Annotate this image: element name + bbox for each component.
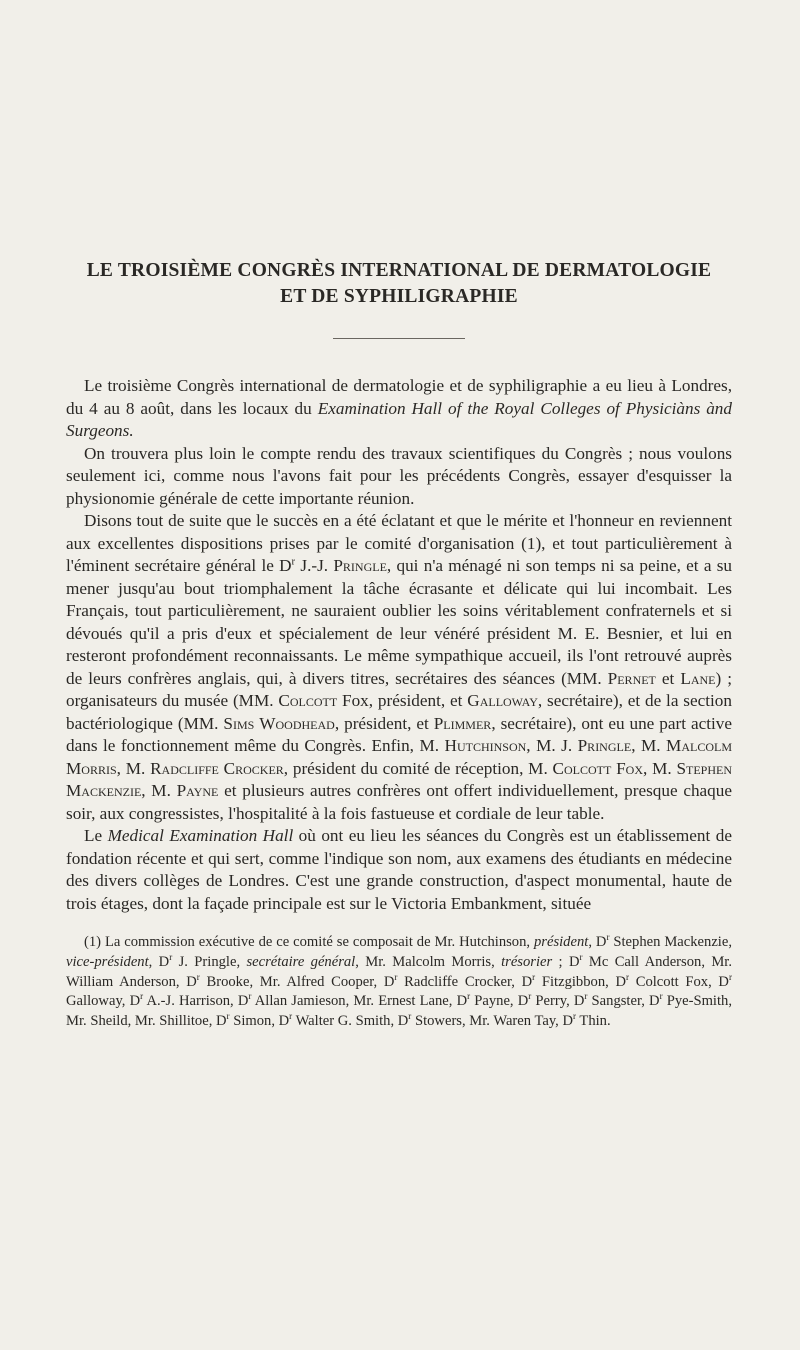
p3-text: , M. J. — [526, 736, 578, 755]
fn-sup: r — [394, 971, 398, 982]
fn-text: Payne, D — [470, 993, 529, 1010]
fn-sup: r — [728, 971, 732, 982]
fn-sup: r — [579, 951, 583, 962]
fn-sup: r — [626, 971, 630, 982]
p4-italic: Medical Examination Hall — [107, 826, 294, 845]
p3-text: Disons tout de suite que le succès en a été éclatant et que le mérite et l'honneur en reviennent aux excellentes dispositions prises par le comité d'organisation (1), et tout particulièrement à l'éminent secrétaire général le D — [66, 511, 732, 575]
fn-text: Colcott Fox, D — [629, 973, 729, 990]
fn-text: Simon, D — [229, 1013, 290, 1030]
fn-text: A.-J. Harrison, D — [143, 993, 249, 1010]
name-stephen-mackenzie: Stephen Mackenzie — [66, 758, 732, 800]
name-colcott-fox: Colcott Fox — [552, 758, 643, 778]
fn-text: ; D — [552, 953, 580, 970]
paragraph-1-italic: Examination Hall of the Royal Colleges of Physiciàns ànd Surgeons. — [66, 398, 732, 440]
fn-sup: r — [408, 1011, 412, 1022]
fn-sup: r — [532, 971, 536, 982]
article-title — [66, 258, 732, 310]
fn-italic: trésorier — [501, 953, 553, 970]
fn-sup: r — [659, 991, 663, 1002]
fn-text: Allan Jamieson, Mr. Ernest Lane, D — [251, 993, 468, 1010]
p3-text: J.-J. — [295, 556, 334, 575]
name-pringle: Pringle — [577, 736, 632, 755]
fn-italic: vice-président — [66, 953, 149, 970]
fn-text: , D — [588, 934, 607, 950]
name-sims: Sims — [223, 713, 255, 733]
p3-text: , M. — [643, 758, 677, 778]
p3-text: , M. — [141, 781, 177, 800]
p3-text: , qui n'a ménagé ni son temps ni sa peine, et a su mener jusqu'au bout triomphalement la tâche écrasante et délicate qui lui incombait. Les Français, tout particulièrement, ne sauraient oublier les soins véritablement confraternels et si dévoués qu'il a pris d'eux et spécialement de leur vénéré président M. E. Besnier, et lui en resteront profondément reconnaissants. Le même sympathique accueil, ils l'ont retrouvé auprès de leurs confrères anglais, qui, à divers titres, secrétaires des séances (MM. — [66, 556, 733, 688]
paragraph-4 — [66, 825, 732, 915]
fn-italic: secrétaire général — [246, 953, 356, 970]
fn-sup: r — [528, 991, 532, 1002]
name-payne: Payne — [176, 781, 219, 800]
p3-text: et plusieurs autres confrères ont offert individuellement, presque chaque soir, aux congressistes, l'hospitalité à la fois fastueuse et cordiale de leur table. — [66, 781, 732, 823]
fn-text: Sangster, D — [587, 993, 660, 1010]
name-galloway: Galloway — [467, 691, 538, 710]
article-body — [66, 375, 732, 915]
p3-text: ) ; organisateurs du musée (MM. — [66, 668, 733, 710]
fn-sup: r — [289, 1011, 293, 1022]
fn-text: Walter G. Smith, D — [292, 1013, 409, 1030]
footnotes — [66, 933, 732, 1032]
fn-sup: r — [584, 991, 588, 1002]
title-line-2: ET DE SYPHILIGRAPHIE — [280, 286, 518, 307]
name-radcliffe-crocker: Radcliffe Crocker — [150, 758, 284, 778]
fn-text: Perry, D — [531, 993, 585, 1010]
title-divider — [333, 338, 465, 339]
fn-sup: r — [196, 971, 200, 982]
fn-sup: r — [169, 951, 173, 962]
p3-text: , secrétaire), ont eu une part active dans le fonctionnement même du Congrès. Enfin, M. — [66, 713, 732, 755]
p3-text: , président, et — [334, 713, 434, 733]
fn-text: Stowers, Mr. Waren Tay, D — [411, 1013, 574, 1030]
fn-text: Radcliffe Crocker, D — [397, 973, 533, 990]
fn-text: , Mr. Malcolm Morris, — [355, 953, 502, 970]
footnote-1 — [66, 933, 732, 1032]
fn-sup: r — [248, 991, 252, 1002]
p3-text: , secrétaire), et de la section bactériologique (MM. — [66, 691, 732, 733]
fn-text: Pye-Smith, Mr. Sheild, Mr. Shillitoe, D — [66, 993, 732, 1030]
fn-text: Stephen Mackenzie, — [609, 934, 732, 950]
fn-text: J. Pringle, — [172, 953, 247, 970]
title-line-1: LE TROISIÈME CONGRÈS INTERNATIONAL DE DERMATOLOGIE — [86, 260, 712, 281]
fn-sup: r — [606, 932, 610, 943]
fn-sup: r — [573, 1011, 577, 1022]
p3-sup: r — [291, 556, 296, 568]
paragraph-2: On trouvera plus loin le compte rendu des travaux scientifiques du Congrès ; nous voulons seulement ici, comme nous l'avons fait pour les précédents Congrès, essayer d'esquisser la physionomie générale de cette importante réunion. — [66, 443, 732, 508]
p4-text: où ont eu lieu les séances du Congrès est un établissement de fondation récente et qui sert, comme l'indique son nom, aux examens des étudiants en médecine des divers collèges de Londres. C'est une grande construction, d'aspect monumental, haute de trois étages, dont la façade principale est sur le Victoria Embankment, située — [66, 826, 732, 913]
fn-text: Thin. — [576, 1013, 611, 1030]
fn-text: Mc Call Anderson, Mr. William Anderson, D — [66, 953, 733, 990]
p3-text: , président du comité de réception, M. — [283, 758, 553, 778]
p3-text: , M. — [116, 758, 151, 778]
fn-text: Galloway, D — [66, 993, 141, 1010]
fn-sup: r — [140, 991, 144, 1002]
article — [66, 258, 732, 1032]
fn-text: (1) La commission exécutive de ce comité se composait de Mr. Hutchinson, — [84, 934, 534, 950]
name-pernet: Pernet — [607, 668, 656, 688]
fn-text: , D — [148, 953, 170, 970]
fn-italic: président — [533, 934, 589, 950]
name-lane: Lane — [680, 668, 716, 688]
fn-text: Fitzgibbon, D — [535, 973, 626, 990]
p4-text: Le — [84, 826, 108, 845]
fn-text: Brooke, Mr. Alfred Cooper, D — [199, 973, 395, 990]
p3-text: Fox, président, et — [337, 691, 468, 710]
name-plimmer: Plimmer — [433, 713, 492, 733]
paragraph-1-text: Le troisième Congrès international de dermatologie et de syphiligraphie a eu lieu à Londres, du 4 au 8 août, dans les locaux du — [66, 376, 732, 418]
name-woodhead: Woodhead — [259, 713, 335, 733]
name-malcolm-morris: Malcolm Morris — [66, 736, 732, 778]
p3-text: , M. — [631, 736, 667, 755]
fn-sup: r — [467, 991, 471, 1002]
fn-sup: r — [226, 1011, 230, 1022]
name-hutchinson: Hutchinson — [444, 736, 527, 755]
paragraph-1 — [66, 375, 732, 443]
paragraph-3 — [66, 510, 732, 825]
p3-text: et — [655, 668, 681, 688]
name-pringle: Pringle — [333, 556, 387, 575]
name-colcott: Colcott — [278, 691, 338, 710]
